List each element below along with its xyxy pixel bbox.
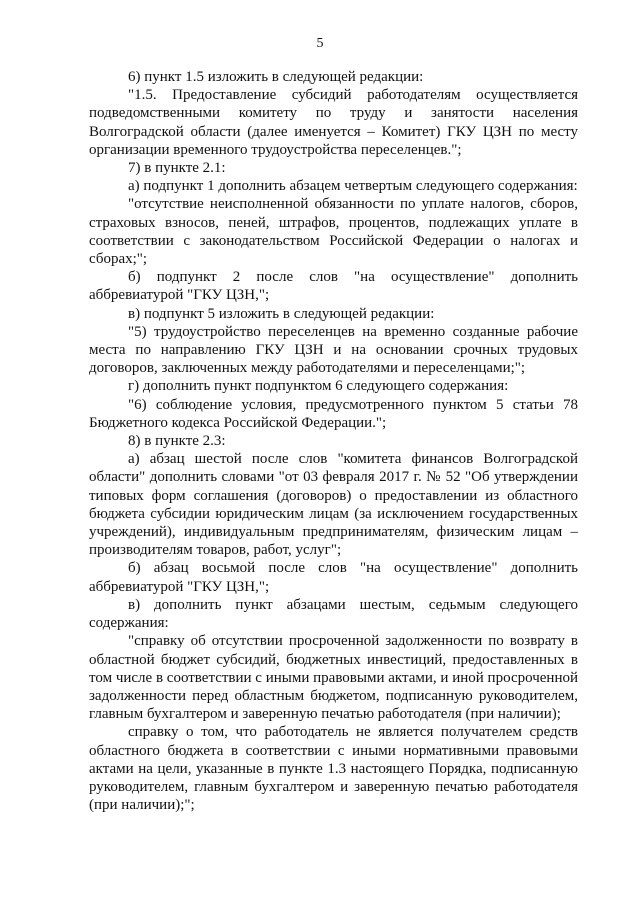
paragraph-certificate-debt: "справку об отсутствии просроченной задолженности по возврату в областной бюджет субсидий, бюджетных инвестиций, предоставленных в том числе в соответствии с иными правовыми актами, и иной просроченной задолженности перед областным бюджетом, подписанную руководителем, главным бухгалтером и заверенную печатью работодателя (при наличии);	[89, 633, 578, 723]
paragraph-subitem-6: "6) соблюдение условия, предусмотренного пунктом 5 статьи 78 Бюджетного кодекса Российской Федерации.";	[89, 396, 578, 431]
paragraph-certificate-recipient: справку о том, что работодатель не является получателем средств областного бюджета в соответствии с иными нормативными правовыми актами на цели, указанные в пункте 1.3 настоящего Порядка, подписанную руководителем, главным бухгалтером и заверенную печатью работодателя (при наличии);";	[89, 724, 578, 814]
paragraph-item-6: 6) пункт 1.5 изложить в следующей редакции:	[128, 69, 424, 85]
paragraph-item-8b: б) абзац восьмой после слов "на осуществление" дополнить аббревиатурой "ГКУ ЦЗН,";	[89, 560, 578, 595]
document-body	[89, 68, 578, 814]
page-number: 5	[316, 36, 324, 51]
paragraph-item-7v: в) подпункт 5 изложить в следующей редакции:	[128, 305, 435, 322]
paragraph-clause-1-5: "1.5. Предоставление субсидий работодателям осуществляется подведомственными комитету по труду и занятости населения Волгоградской области (далее именуется – Комитет) ГКУ ЦЗН по месту организации временного трудоустройства переселенцев.";	[89, 87, 578, 158]
paragraph-item-8: 8) в пункте 2.3:	[128, 433, 226, 450]
paragraph-subitem-5: "5) трудоустройство переселенцев на временно созданные рабочие места по направлению ГКУ ЦЗН и на основании срочных трудовых договоров, заключенных между работодателями и переселенцами;";	[89, 323, 578, 377]
paragraph-item-8a: а) абзац шестой после слов "комитета финансов Волгоградской области" дополнить словами "от 03 февраля 2017 г. № 52 "Об утверждении типовых форм соглашения (договоров) о предоставлении из областного бюджета субсидии юридическим лицам (за исключением государственных учреждений), индивидуальным предпринимателям, физическим лицам – производителям товаров, работ, услуг";	[89, 451, 578, 559]
paragraph-item-7: 7) в пункте 2.1:	[128, 160, 226, 177]
paragraph-item-7g: г) дополнить пункт подпунктом 6 следующего содержания:	[128, 378, 509, 395]
paragraph-item-7a: а) подпункт 1 дополнить абзацем четвертым следующего содержания:	[128, 178, 578, 195]
paragraph-no-debt: "отсутствие неисполненной обязанности по уплате налогов, сборов, страховых взносов, пеней, штрафов, процентов, подлежащих уплате в соответствии с законодательством Российской Федерации о налогах и сборах;";	[89, 196, 578, 268]
paragraph-item-7b: б) подпункт 2 после слов "на осуществление" дополнить аббревиатурой "ГКУ ЦЗН,";	[89, 269, 578, 304]
paragraph-item-8v: в) дополнить пункт абзацами шестым, седьмым следующего содержания:	[89, 596, 578, 632]
